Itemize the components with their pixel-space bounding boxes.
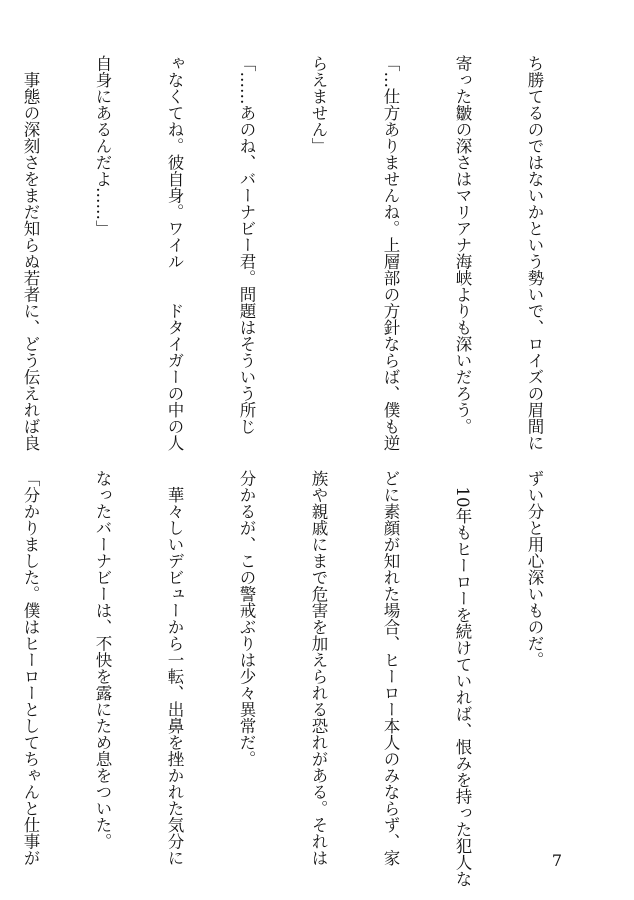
text-column: 自身にあるんだよ……」	[93, 55, 112, 237]
text-column: 分かるが、この警戒ぶりは少々異常だ。	[237, 470, 256, 767]
text-column: 族や親戚にまで危害を加えられる恐れがある。それは	[309, 470, 328, 866]
page-number: 7	[551, 851, 562, 870]
text-column: 「…仕方ありませんね。上層部の方針ならば、僕も逆	[381, 55, 400, 451]
text-column: どに素顔が知れた場合、ヒーロー本人のみならず、家	[381, 470, 400, 866]
text-column: 寄った皺の深さはマリアナ海峡よりも深いだろう。	[453, 55, 472, 435]
text-column: 「分かりました。僕はヒーローとしてちゃんと仕事が	[21, 470, 40, 866]
lower-text-block	[0, 470, 594, 887]
text-column: 華々しいデビューから一転、出鼻を挫かれた気分に	[165, 470, 184, 866]
text-column: ち勝てるのではないかという勢いで、ロイズの眉間に	[525, 55, 544, 451]
text-column: らえません」	[309, 55, 328, 154]
text-column: 「……あのね、バーナビー君。問題はそういう所じ	[237, 55, 256, 435]
text-column: 事態の深刻さをまだ知らぬ若者に、どう伝えれば良	[21, 55, 40, 451]
upper-text-block	[0, 55, 594, 451]
text-column: 10年もヒーローを続けていれば、恨みを持った犯人な	[453, 470, 472, 887]
text-column: なったバーナビーは、不快を露にため息をついた。	[93, 470, 112, 850]
text-column: ゃなくてね。彼自身。ワイル ドタイガーの中の人	[165, 55, 184, 451]
text-column: ずい分と用心深いものだ。	[525, 470, 544, 668]
